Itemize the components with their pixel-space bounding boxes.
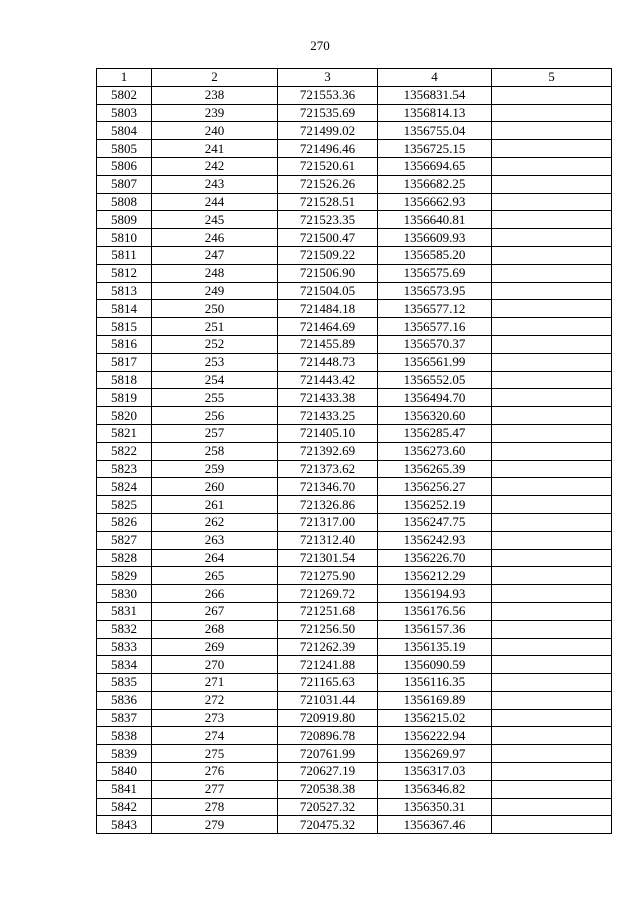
- table-cell-col-1: 5819: [97, 389, 152, 407]
- table-cell-col-4: 1356265.39: [378, 460, 492, 478]
- table-cell-col-1: 5815: [97, 318, 152, 336]
- table-cell-col-1: 5831: [97, 602, 152, 620]
- table-cell-col-4: 1356317.03: [378, 763, 492, 781]
- table-row: [97, 175, 612, 193]
- table-cell-col-5: [492, 602, 612, 620]
- table-cell-col-4: 1356575.69: [378, 264, 492, 282]
- table-cell-col-1: 5814: [97, 300, 152, 318]
- table-cell-col-2: 238: [152, 86, 278, 104]
- table-cell-col-4: 1356222.94: [378, 727, 492, 745]
- table-row: [97, 407, 612, 425]
- table-cell-col-3: 721553.36: [278, 86, 378, 104]
- table-cell-col-4: 1356662.93: [378, 193, 492, 211]
- table-row: [97, 478, 612, 496]
- table-cell-col-3: 721317.00: [278, 513, 378, 531]
- table-cell-col-1: 5828: [97, 549, 152, 567]
- table-cell-col-1: 5840: [97, 763, 152, 781]
- table-row: [97, 567, 612, 585]
- table-row: [97, 246, 612, 264]
- table-cell-col-5: [492, 780, 612, 798]
- table-cell-col-2: 254: [152, 371, 278, 389]
- table-row: [97, 780, 612, 798]
- table-cell-col-3: 721165.63: [278, 674, 378, 692]
- table-cell-col-3: 721275.90: [278, 567, 378, 585]
- table-cell-col-1: 5811: [97, 246, 152, 264]
- table-cell-col-2: 274: [152, 727, 278, 745]
- table-row: [97, 656, 612, 674]
- table-cell-col-5: [492, 264, 612, 282]
- table-cell-col-1: 5822: [97, 442, 152, 460]
- table-cell-col-3: 720627.19: [278, 763, 378, 781]
- table-cell-col-2: 261: [152, 496, 278, 514]
- table-cell-col-2: 278: [152, 798, 278, 816]
- table-cell-col-2: 258: [152, 442, 278, 460]
- table-cell-col-3: 721433.25: [278, 407, 378, 425]
- table-cell-col-1: 5836: [97, 691, 152, 709]
- table-cell-col-4: 1356725.15: [378, 140, 492, 158]
- table-cell-col-5: [492, 86, 612, 104]
- table-cell-col-5: [492, 727, 612, 745]
- table-cell-col-3: 721373.62: [278, 460, 378, 478]
- table-cell-col-2: 241: [152, 140, 278, 158]
- table-cell-col-3: 720919.80: [278, 709, 378, 727]
- table-cell-col-5: [492, 353, 612, 371]
- table-cell-col-3: 721433.38: [278, 389, 378, 407]
- table-cell-col-4: 1356755.04: [378, 122, 492, 140]
- table-cell-col-5: [492, 229, 612, 247]
- table-cell-col-2: 246: [152, 229, 278, 247]
- table-cell-col-4: 1356215.02: [378, 709, 492, 727]
- table-cell-col-3: 721251.68: [278, 602, 378, 620]
- table-cell-col-1: 5841: [97, 780, 152, 798]
- table-cell-col-4: 1356570.37: [378, 335, 492, 353]
- table-cell-col-4: 1356135.19: [378, 638, 492, 656]
- table-row: [97, 816, 612, 834]
- table-row: [97, 371, 612, 389]
- table-cell-col-5: [492, 691, 612, 709]
- table-row: [97, 193, 612, 211]
- table-cell-col-5: [492, 407, 612, 425]
- table-cell-col-2: 252: [152, 335, 278, 353]
- table-cell-col-4: 1356694.65: [378, 157, 492, 175]
- table-cell-col-1: 5807: [97, 175, 152, 193]
- table-row: [97, 763, 612, 781]
- table-cell-col-1: 5839: [97, 745, 152, 763]
- table-cell-col-4: 1356090.59: [378, 656, 492, 674]
- table-row: [97, 353, 612, 371]
- table-cell-col-4: 1356577.16: [378, 318, 492, 336]
- table-cell-col-4: 1356320.60: [378, 407, 492, 425]
- table-cell-col-2: 256: [152, 407, 278, 425]
- table-cell-col-3: 720896.78: [278, 727, 378, 745]
- table-cell-col-3: 721496.46: [278, 140, 378, 158]
- table-cell-col-3: 721256.50: [278, 620, 378, 638]
- table-cell-col-1: 5825: [97, 496, 152, 514]
- table-row: [97, 620, 612, 638]
- table-cell-col-1: 5821: [97, 424, 152, 442]
- table-cell-col-3: 721346.70: [278, 478, 378, 496]
- table-cell-col-1: 5837: [97, 709, 152, 727]
- table-cell-col-5: [492, 496, 612, 514]
- table-cell-col-3: 721500.47: [278, 229, 378, 247]
- table-cell-col-1: 5816: [97, 335, 152, 353]
- table-cell-col-2: 275: [152, 745, 278, 763]
- table-cell-col-3: 721520.61: [278, 157, 378, 175]
- table-cell-col-3: 721509.22: [278, 246, 378, 264]
- table-cell-col-2: 250: [152, 300, 278, 318]
- table-cell-col-3: 720475.32: [278, 816, 378, 834]
- table-cell-col-3: 721269.72: [278, 585, 378, 603]
- table-cell-col-1: 5830: [97, 585, 152, 603]
- table-row: [97, 157, 612, 175]
- table-cell-col-2: 248: [152, 264, 278, 282]
- table-cell-col-2: 243: [152, 175, 278, 193]
- table-cell-col-4: 1356269.97: [378, 745, 492, 763]
- table-cell-col-4: 1356561.99: [378, 353, 492, 371]
- table-cell-col-3: 721241.88: [278, 656, 378, 674]
- table-cell-col-3: 721506.90: [278, 264, 378, 282]
- table-cell-col-4: 1356585.20: [378, 246, 492, 264]
- table-cell-col-5: [492, 585, 612, 603]
- table-cell-col-4: 1356226.70: [378, 549, 492, 567]
- table-cell-col-1: 5832: [97, 620, 152, 638]
- table-cell-col-1: 5808: [97, 193, 152, 211]
- coordinates-table: [96, 68, 612, 834]
- table-cell-col-1: 5812: [97, 264, 152, 282]
- table-cell-col-4: 1356252.19: [378, 496, 492, 514]
- table-cell-col-5: [492, 531, 612, 549]
- table-cell-col-1: 5810: [97, 229, 152, 247]
- column-header-4: 4: [378, 69, 492, 87]
- table-cell-col-2: 245: [152, 211, 278, 229]
- table-cell-col-2: 264: [152, 549, 278, 567]
- table-row: [97, 282, 612, 300]
- table-cell-col-5: [492, 567, 612, 585]
- table-row: [97, 424, 612, 442]
- table-cell-col-4: 1356367.46: [378, 816, 492, 834]
- table-cell-col-2: 270: [152, 656, 278, 674]
- table-cell-col-3: 721262.39: [278, 638, 378, 656]
- table-cell-col-1: 5833: [97, 638, 152, 656]
- table-cell-col-5: [492, 674, 612, 692]
- table-row: [97, 638, 612, 656]
- table-cell-col-5: [492, 157, 612, 175]
- table-cell-col-2: 272: [152, 691, 278, 709]
- table-cell-col-3: 721448.73: [278, 353, 378, 371]
- table-cell-col-2: 240: [152, 122, 278, 140]
- table-cell-col-2: 276: [152, 763, 278, 781]
- table-cell-col-5: [492, 140, 612, 158]
- table-row: [97, 674, 612, 692]
- table-cell-col-2: 279: [152, 816, 278, 834]
- table-cell-col-5: [492, 513, 612, 531]
- table-cell-col-1: 5834: [97, 656, 152, 674]
- table-cell-col-3: 721301.54: [278, 549, 378, 567]
- table-cell-col-3: 721504.05: [278, 282, 378, 300]
- table-cell-col-3: 721312.40: [278, 531, 378, 549]
- table-cell-col-1: 5805: [97, 140, 152, 158]
- table-cell-col-3: 721528.51: [278, 193, 378, 211]
- table-cell-col-2: 249: [152, 282, 278, 300]
- table-cell-col-2: 242: [152, 157, 278, 175]
- table-cell-col-3: 720761.99: [278, 745, 378, 763]
- table-cell-col-2: 251: [152, 318, 278, 336]
- table-cell-col-3: 721443.42: [278, 371, 378, 389]
- table-cell-col-4: 1356169.89: [378, 691, 492, 709]
- table-cell-col-4: 1356552.05: [378, 371, 492, 389]
- table-row: [97, 318, 612, 336]
- table-cell-col-1: 5804: [97, 122, 152, 140]
- table-body: [97, 86, 612, 833]
- table-row: [97, 549, 612, 567]
- table-row: [97, 335, 612, 353]
- table-cell-col-3: 721464.69: [278, 318, 378, 336]
- table-cell-col-1: 5827: [97, 531, 152, 549]
- table-cell-col-4: 1356577.12: [378, 300, 492, 318]
- table-cell-col-1: 5813: [97, 282, 152, 300]
- table-cell-col-2: 260: [152, 478, 278, 496]
- table-cell-col-4: 1356831.54: [378, 86, 492, 104]
- table-cell-col-3: 721523.35: [278, 211, 378, 229]
- table-cell-col-4: 1356640.81: [378, 211, 492, 229]
- table-row: [97, 300, 612, 318]
- table-cell-col-1: 5838: [97, 727, 152, 745]
- column-header-5: 5: [492, 69, 612, 87]
- table-cell-col-3: 720538.38: [278, 780, 378, 798]
- table-cell-col-4: 1356194.93: [378, 585, 492, 603]
- column-header-2: 2: [152, 69, 278, 87]
- column-header-3: 3: [278, 69, 378, 87]
- table-cell-col-5: [492, 389, 612, 407]
- table-cell-col-3: 721326.86: [278, 496, 378, 514]
- table-cell-col-4: 1356682.25: [378, 175, 492, 193]
- table-cell-col-5: [492, 193, 612, 211]
- table-row: [97, 264, 612, 282]
- table-cell-col-2: 257: [152, 424, 278, 442]
- table-cell-col-1: 5842: [97, 798, 152, 816]
- table-row: [97, 229, 612, 247]
- table-cell-col-5: [492, 318, 612, 336]
- table-cell-col-4: 1356346.82: [378, 780, 492, 798]
- table-cell-col-5: [492, 656, 612, 674]
- table-cell-col-4: 1356573.95: [378, 282, 492, 300]
- table-cell-col-2: 262: [152, 513, 278, 531]
- table-cell-col-3: 721535.69: [278, 104, 378, 122]
- table-row: [97, 389, 612, 407]
- table-row: [97, 104, 612, 122]
- table-cell-col-2: 271: [152, 674, 278, 692]
- table-row: [97, 211, 612, 229]
- table-cell-col-5: [492, 460, 612, 478]
- table-cell-col-1: 5806: [97, 157, 152, 175]
- table-cell-col-5: [492, 620, 612, 638]
- table-cell-col-2: 244: [152, 193, 278, 211]
- page-number: 270: [310, 38, 330, 53]
- table-cell-col-5: [492, 816, 612, 834]
- table-cell-col-5: [492, 478, 612, 496]
- table-cell-col-2: 277: [152, 780, 278, 798]
- table-header: [97, 69, 612, 87]
- table-cell-col-4: 1356814.13: [378, 104, 492, 122]
- table-cell-col-5: [492, 442, 612, 460]
- table-cell-col-5: [492, 745, 612, 763]
- table-cell-col-5: [492, 763, 612, 781]
- table-cell-col-1: 5843: [97, 816, 152, 834]
- table-row: [97, 513, 612, 531]
- table-cell-col-1: 5835: [97, 674, 152, 692]
- table-row: [97, 460, 612, 478]
- table-cell-col-5: [492, 104, 612, 122]
- table-cell-col-2: 239: [152, 104, 278, 122]
- table-row: [97, 745, 612, 763]
- table-cell-col-1: 5826: [97, 513, 152, 531]
- table-row: [97, 140, 612, 158]
- table-cell-col-5: [492, 549, 612, 567]
- table-cell-col-4: 1356350.31: [378, 798, 492, 816]
- table-cell-col-4: 1356116.35: [378, 674, 492, 692]
- table-cell-col-4: 1356212.29: [378, 567, 492, 585]
- table-cell-col-5: [492, 122, 612, 140]
- table-cell-col-1: 5809: [97, 211, 152, 229]
- header-row: [97, 69, 612, 87]
- table-cell-col-3: 721455.89: [278, 335, 378, 353]
- table-cell-col-1: 5820: [97, 407, 152, 425]
- table-row: [97, 531, 612, 549]
- table-cell-col-4: 1356273.60: [378, 442, 492, 460]
- table-cell-col-2: 265: [152, 567, 278, 585]
- table-row: [97, 86, 612, 104]
- table-cell-col-3: 721405.10: [278, 424, 378, 442]
- table-cell-col-4: 1356256.27: [378, 478, 492, 496]
- table-cell-col-5: [492, 335, 612, 353]
- column-header-1: 1: [97, 69, 152, 87]
- table-cell-col-2: 253: [152, 353, 278, 371]
- table-cell-col-5: [492, 798, 612, 816]
- table-cell-col-4: 1356242.93: [378, 531, 492, 549]
- table-cell-col-2: 267: [152, 602, 278, 620]
- table-cell-col-1: 5818: [97, 371, 152, 389]
- table-cell-col-2: 259: [152, 460, 278, 478]
- table-cell-col-5: [492, 709, 612, 727]
- table-cell-col-4: 1356494.70: [378, 389, 492, 407]
- table-cell-col-4: 1356247.75: [378, 513, 492, 531]
- table-row: [97, 122, 612, 140]
- table-cell-col-3: 721392.69: [278, 442, 378, 460]
- table-cell-col-5: [492, 282, 612, 300]
- table-cell-col-4: 1356285.47: [378, 424, 492, 442]
- table-cell-col-5: [492, 424, 612, 442]
- table-cell-col-5: [492, 175, 612, 193]
- table-cell-col-3: 721499.02: [278, 122, 378, 140]
- table-row: [97, 442, 612, 460]
- table-cell-col-1: 5829: [97, 567, 152, 585]
- table-cell-col-4: 1356609.93: [378, 229, 492, 247]
- table-cell-col-2: 255: [152, 389, 278, 407]
- table-cell-col-1: 5824: [97, 478, 152, 496]
- table-cell-col-1: 5802: [97, 86, 152, 104]
- table-row: [97, 585, 612, 603]
- table-row: [97, 709, 612, 727]
- table-row: [97, 496, 612, 514]
- table-cell-col-2: 273: [152, 709, 278, 727]
- table-cell-col-4: 1356176.56: [378, 602, 492, 620]
- table-cell-col-3: 720527.32: [278, 798, 378, 816]
- table-cell-col-2: 268: [152, 620, 278, 638]
- table-row: [97, 602, 612, 620]
- table-cell-col-3: 721526.26: [278, 175, 378, 193]
- table-cell-col-2: 266: [152, 585, 278, 603]
- table-cell-col-5: [492, 638, 612, 656]
- table-cell-col-3: 721484.18: [278, 300, 378, 318]
- table-row: [97, 691, 612, 709]
- table-cell-col-5: [492, 246, 612, 264]
- table-cell-col-5: [492, 211, 612, 229]
- table-cell-col-1: 5817: [97, 353, 152, 371]
- table-cell-col-5: [492, 300, 612, 318]
- table-cell-col-5: [492, 371, 612, 389]
- table-row: [97, 798, 612, 816]
- table-cell-col-2: 247: [152, 246, 278, 264]
- table-row: [97, 727, 612, 745]
- table-cell-col-3: 721031.44: [278, 691, 378, 709]
- table-cell-col-2: 263: [152, 531, 278, 549]
- table-cell-col-4: 1356157.36: [378, 620, 492, 638]
- table-cell-col-1: 5803: [97, 104, 152, 122]
- table-cell-col-2: 269: [152, 638, 278, 656]
- table-cell-col-1: 5823: [97, 460, 152, 478]
